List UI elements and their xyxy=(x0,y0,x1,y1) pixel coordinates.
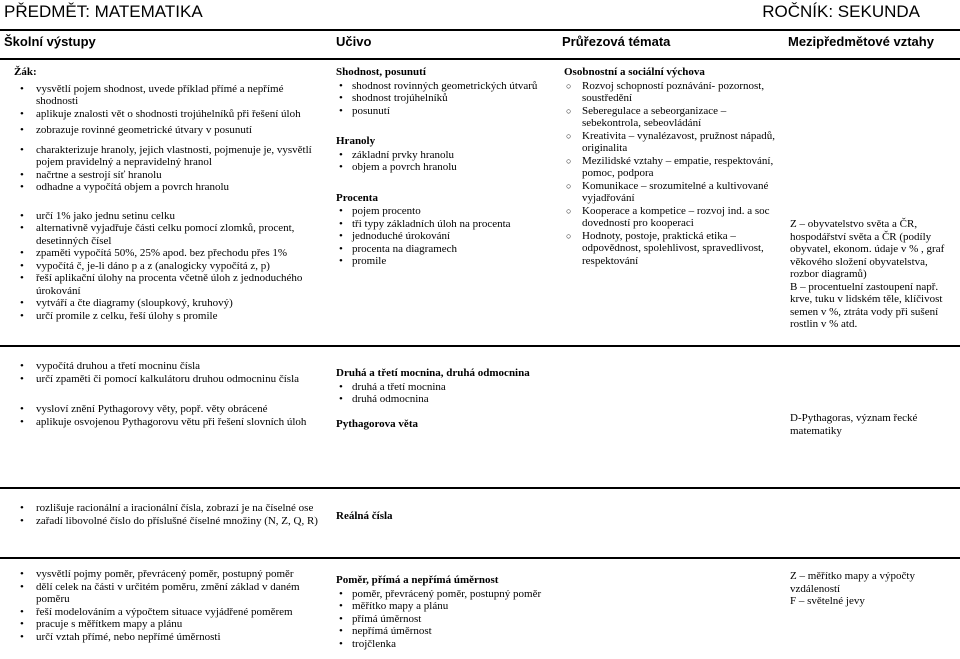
curriculum-title: Reálná čísla xyxy=(336,510,393,522)
list-item: • shodnost trojúhelníků xyxy=(336,92,551,105)
list-item: ○ Komunikace – srozumitelné a kultivované vyjadřování xyxy=(564,180,779,205)
list-item: • tři typy základních úloh na procenta xyxy=(336,218,551,231)
s1-relations: Z – obyvatelstvo světa a ČR, hospodářství světa a ČR (podíly obyvatel, ekonom. údaje v % , graf věkového složení obyvatelstva, rozbor diagramů) B – procentuelní zastoupení např. krve, tuku v lidském těle, klíčivost semen v %, ztráta vody při sušení rostlin v % atd. xyxy=(790,218,945,330)
page-header xyxy=(0,0,960,31)
s3-outcomes xyxy=(14,502,324,527)
list-item: • zpaměti vypočítá 50%, 25% apod. bez přechodu přes 1% xyxy=(14,247,324,260)
themes-title: Osobnostní a sociální výchova xyxy=(564,66,705,78)
list-item: ○ Kooperace a kompetice – rozvoj ind. a soc dovedností pro kooperaci xyxy=(564,205,779,230)
list-item: • vysvětlí pojmy poměr, převrácený poměr, postupný poměr xyxy=(14,568,324,581)
list-item: • objem a povrch hranolu xyxy=(336,161,551,174)
divider xyxy=(0,58,960,60)
curriculum-title: Procenta xyxy=(336,191,378,204)
list-item: • řeší modelováním a výpočtem situace vyjádřené poměrem xyxy=(14,606,324,619)
col-header-outcomes: Školní výstupy xyxy=(4,34,96,49)
s4-curriculum xyxy=(336,574,556,650)
list-item: • zobrazuje rovinné geometrické útvary v posunutí xyxy=(14,124,324,137)
column-headers xyxy=(0,31,960,55)
zak-label: Žák: xyxy=(14,66,37,78)
list-item: • přímá úměrnost xyxy=(336,613,556,626)
list-item: • dělí celek na části v určitém poměru, změní základ v daném poměru xyxy=(14,581,324,606)
list-item: • určí zpaměti či pomocí kalkulátoru druhou odmocninu čísla xyxy=(14,373,324,386)
list-item: • jednoduché úrokování xyxy=(336,230,551,243)
list-item: • základní prvky hranolu xyxy=(336,149,551,162)
list-item: • určí 1% jako jednu setinu celku xyxy=(14,210,324,223)
curriculum-title: Shodnost, posunutí xyxy=(336,66,426,78)
list-item: • vysvětlí pojem shodnost, uvede příklad přímé a nepřímé shodnosti xyxy=(14,83,324,108)
list-item: • shodnost rovinných geometrických útvarů xyxy=(336,80,551,93)
list-item: • řeší aplikační úlohy na procenta včetně úloh z jednoduchého úrokování xyxy=(14,272,324,297)
s4-outcomes xyxy=(14,568,324,643)
curriculum-title: Druhá a třetí mocnina, druhá odmocnina xyxy=(336,367,530,379)
list-item: • promile xyxy=(336,255,551,268)
s1-curriculum xyxy=(336,66,551,268)
list-item: • pojem procento xyxy=(336,205,551,218)
col-header-curriculum: Učivo xyxy=(336,34,372,49)
list-item: • aplikuje znalosti vět o shodnosti trojúhelníků při řešení úloh xyxy=(14,108,324,121)
list-item: • aplikuje osvojenou Pythagorovu větu při řešení slovních úloh xyxy=(14,416,324,429)
list-item: • alternativně vyjadřuje části celku pomocí zlomků, procent, desetinných čísel xyxy=(14,222,324,247)
s3-curriculum xyxy=(336,510,551,524)
list-item: • odhadne a vypočítá objem a povrch hranolu xyxy=(14,181,324,194)
curriculum-title: Pythagorova věta xyxy=(336,417,418,430)
list-item: • druhá odmocnina xyxy=(336,393,556,406)
list-item: ○ Rozvoj schopností poznávání- pozornost, soustředění xyxy=(564,80,779,105)
divider xyxy=(0,345,960,347)
s1-themes xyxy=(564,66,779,267)
col-header-relations: Mezipředmětové vztahy xyxy=(788,34,934,49)
divider xyxy=(0,487,960,489)
curriculum-title: Hranoly xyxy=(336,135,376,147)
list-item: • rozlišuje racionální a iracionální čísla, zobrazí je na číselné ose xyxy=(14,502,324,515)
grade-title: ROČNÍK: SEKUNDA xyxy=(762,2,920,21)
s2-relations: D-Pythagoras, význam řecké matematiky xyxy=(790,412,918,437)
list-item: ○ Hodnoty, postoje, praktická etika – odpovědnost, spolehlivost, spravedlivost, respektování xyxy=(564,230,779,268)
list-item: • procenta na diagramech xyxy=(336,243,551,256)
list-item: • vypočítá č, je-li dáno p a z (analogicky vypočítá z, p) xyxy=(14,260,324,273)
s2-curriculum xyxy=(336,367,556,431)
list-item: • určí vztah přímé, nebo nepřímé úměrnosti xyxy=(14,631,324,644)
subject-title: PŘEDMĚT: MATEMATIKA xyxy=(4,2,203,21)
list-item: ○ Seberegulace a sebeorganizace – sebekontrola, sebeovládání xyxy=(564,105,779,130)
list-item: • načrtne a sestrojí síť hranolu xyxy=(14,169,324,182)
list-item: • vypočítá druhou a třetí mocninu čísla xyxy=(14,360,324,373)
list-item: • vysloví znění Pythagorovy věty, popř. věty obrácené xyxy=(14,403,324,416)
list-item: • vytváří a čte diagramy (sloupkový, kruhový) xyxy=(14,297,324,310)
list-item: • zařadí libovolné číslo do příslušné číselné množiny (N, Z, Q, R) xyxy=(14,515,324,528)
list-item: • nepřímá úměrnost xyxy=(336,625,556,638)
list-item: • pracuje s měřítkem mapy a plánu xyxy=(14,618,324,631)
s1-outcomes-b xyxy=(14,210,324,323)
list-item: • poměr, převrácený poměr, postupný poměr xyxy=(336,588,556,601)
list-item: ○ Kreativita – vynalézavost, pružnost nápadů, originalita xyxy=(564,130,779,155)
list-item: • měřítko mapy a plánu xyxy=(336,600,556,613)
divider xyxy=(0,557,960,559)
list-item: • určí promile z celku, řeší úlohy s promile xyxy=(14,310,324,323)
list-item: • trojčlenka xyxy=(336,638,556,651)
s1-outcomes-a xyxy=(14,83,324,194)
list-item: • posunutí xyxy=(336,105,551,118)
list-item: • druhá a třetí mocnina xyxy=(336,381,556,394)
s4-relations: Z – měřítko mapy a výpočty vzdáleností F – světelné jevy xyxy=(790,570,915,607)
list-item: • charakterizuje hranoly, jejich vlastnosti, pojmenuje je, vysvětlí pojem pravidelný a nepravidelný hranol xyxy=(14,144,324,169)
curriculum-title: Poměr, přímá a nepřímá úměrnost xyxy=(336,574,499,586)
list-item: ○ Mezilidské vztahy – empatie, respektování, pomoc, podpora xyxy=(564,155,779,180)
col-header-themes: Průřezová témata xyxy=(562,34,671,49)
s1-outcomes xyxy=(14,66,324,322)
s2-outcomes xyxy=(14,360,324,428)
